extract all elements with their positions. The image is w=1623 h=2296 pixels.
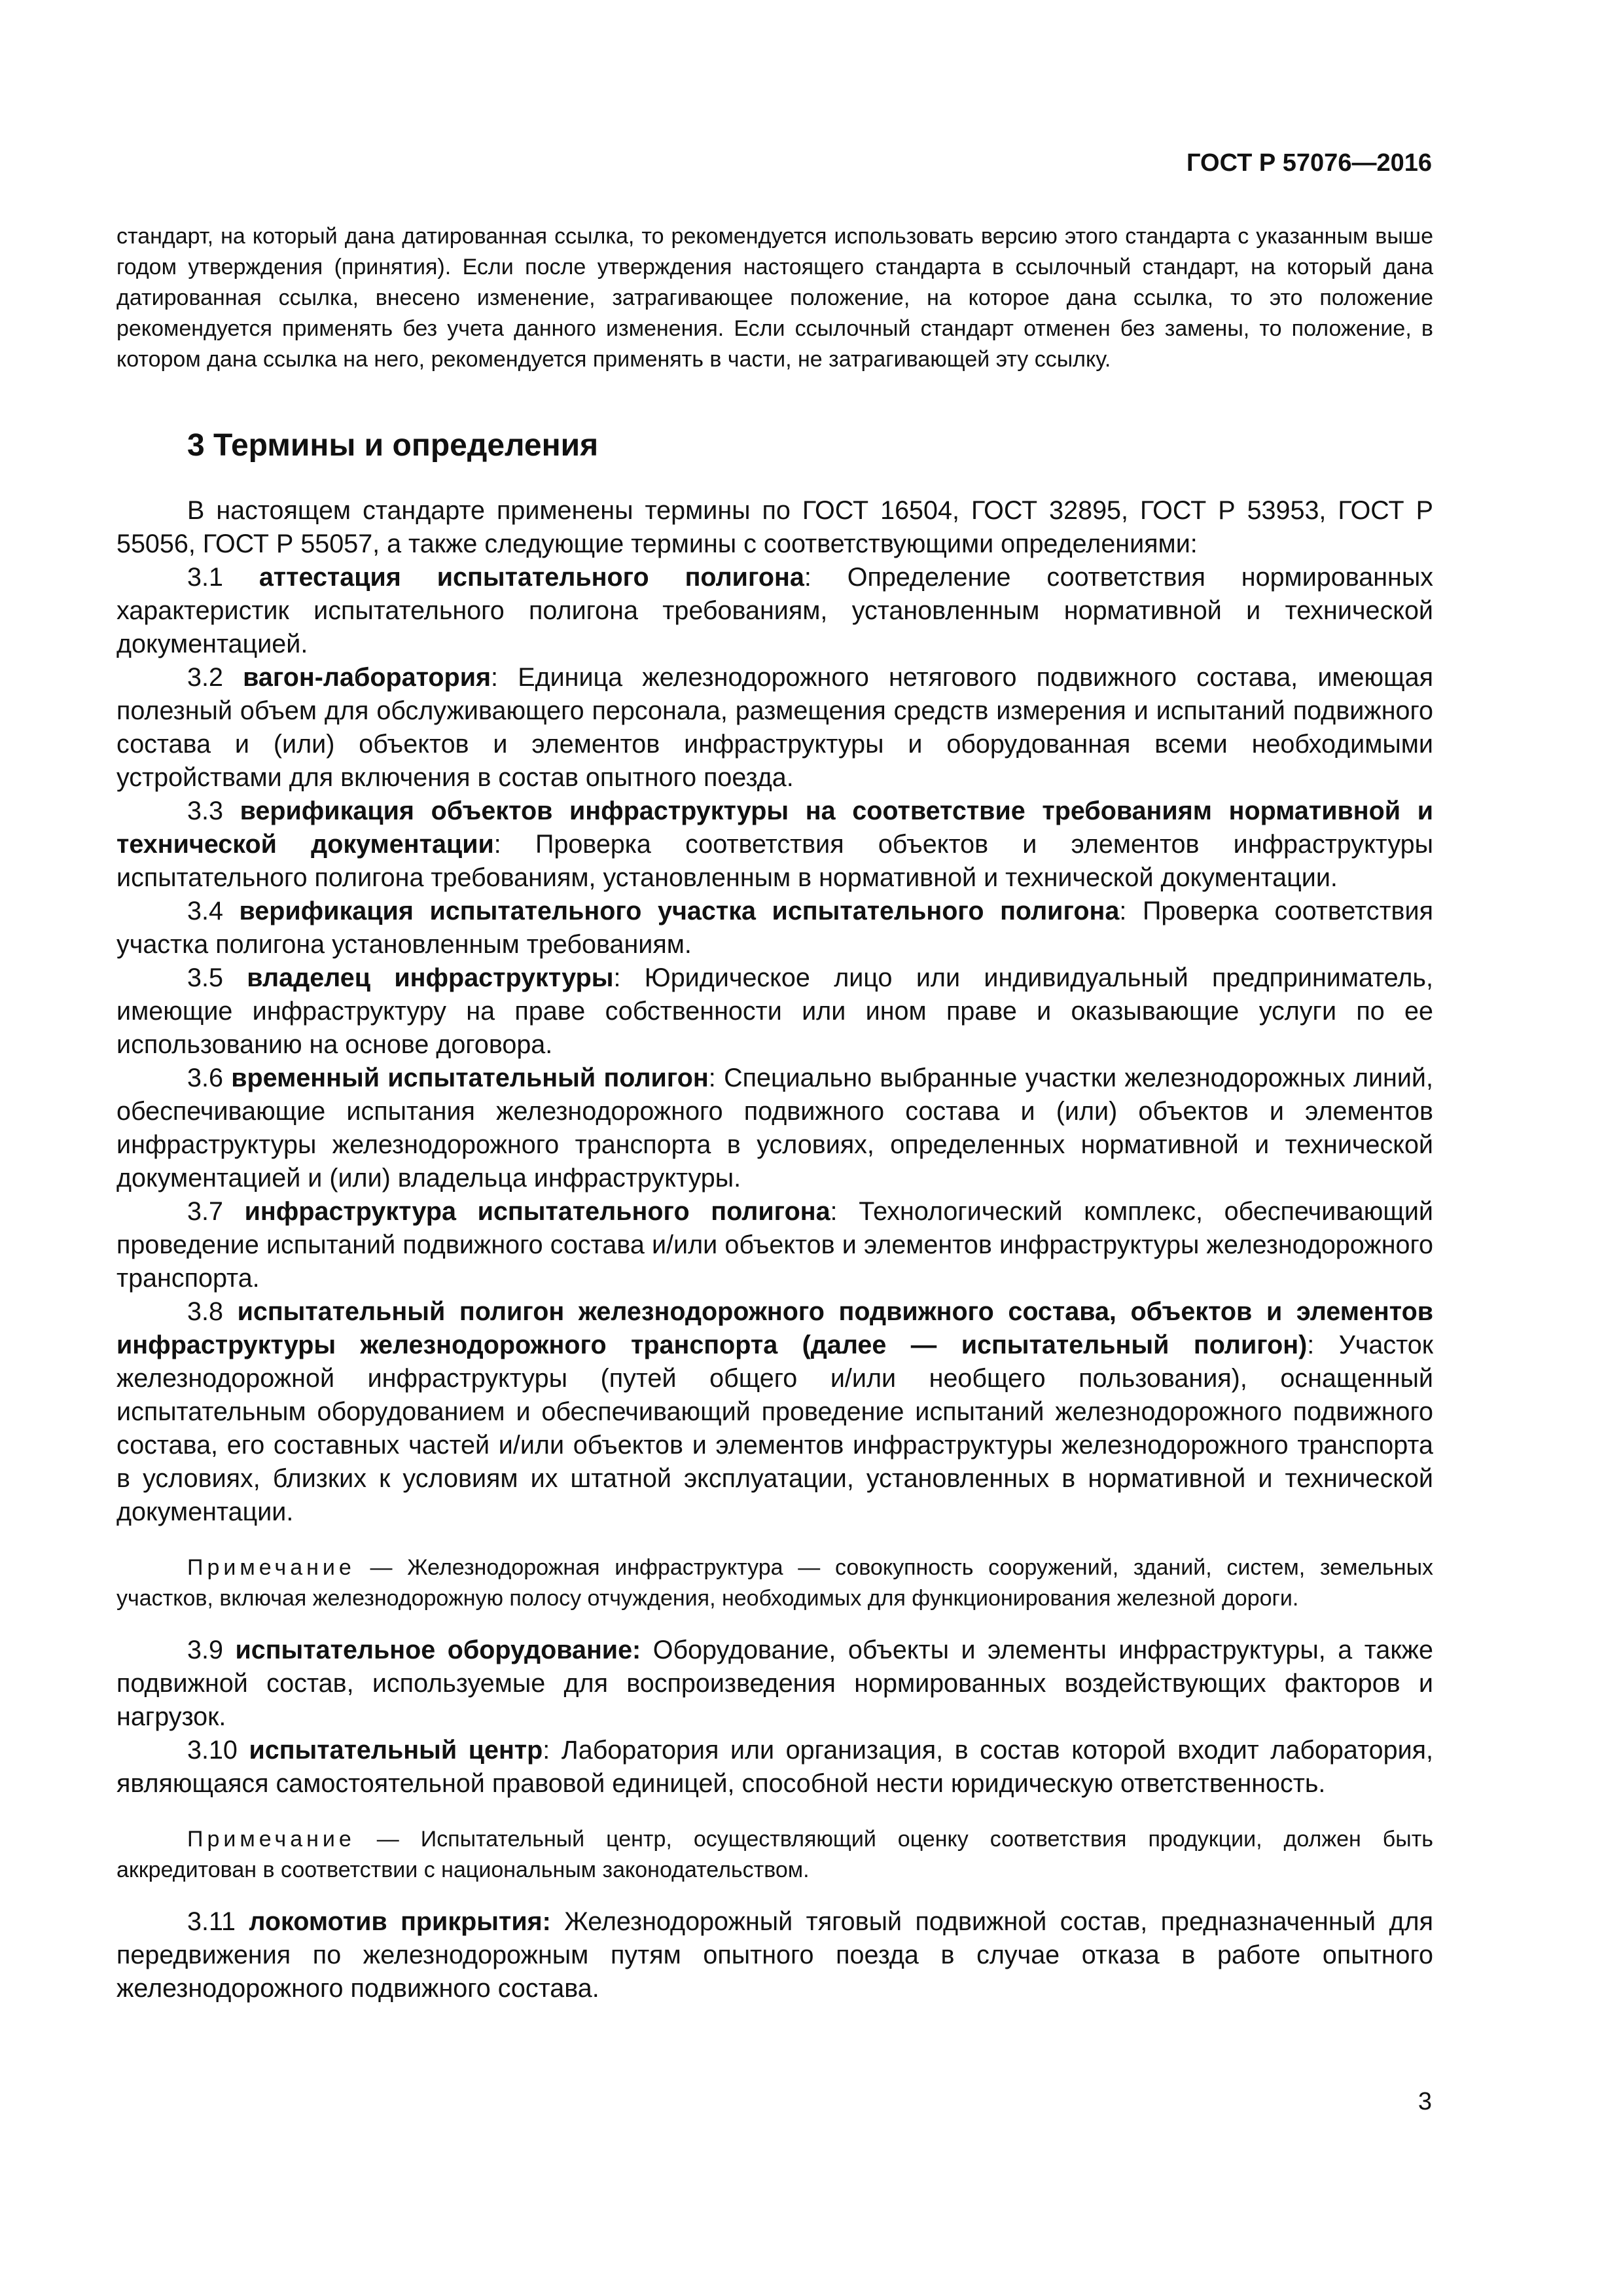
- page-content: [116, 221, 1433, 2005]
- term-3-4: 3.4 верификация испытательного участка испытательного полигона: Проверка соответствия участка полигона установленным требованиям.: [116, 897, 1433, 959]
- note-testing-center: Примечание — Испытательный центр, осуществляющий оценку соответствия продукции, должен быть аккредитован в соответствии с национальным законодательством.: [116, 1827, 1433, 1882]
- standard-id-header: ГОСТ Р 57076—2016: [1186, 149, 1432, 177]
- term-3-5: 3.5 владелец инфраструктуры: Юридическое лицо или индивидуальный предприниматель, имеющие инфраструктуру на праве собственности или ином праве и оказывающие услуги по ее использованию на основе договора.: [116, 963, 1433, 1059]
- term-3-9: 3.9 испытательное оборудование: Оборудование, объекты и элементы инфраструктуры, а также подвижной состав, используемые для воспроизведения нормированных воздействующих факторов и нагрузок.: [116, 1636, 1433, 1731]
- page-number: 3: [1418, 2088, 1432, 2115]
- term-3-2: 3.2 вагон-лаборатория: Единица железнодорожного нетягового подвижного состава, имеющая полезный объем для обслуживающего персонала, размещения средств измерения и испытаний подвижного состава и (или) объектов и элементов инфраструктуры и оборудованная всеми необходимыми устройствами для включения в состав опытного поезда.: [116, 663, 1434, 792]
- term-3-1: 3.1 аттестация испытательного полигона: Определение соответствия нормированных характеристик испытательного полигона требованиям, установленным нормативной и технической документацией.: [116, 563, 1433, 658]
- term-3-10: 3.10 испытательный центр: Лаборатория или организация, в состав которой входит лаборатория, являющаяся самостоятельной правовой единицей, способной нести юридическую ответственность.: [116, 1736, 1433, 1798]
- note-railway-infrastructure: Примечание — Железнодорожная инфраструктура — совокупность сооружений, зданий, систем, земельных участков, включая железнодорожную полосу отчуждения, необходимых для функционирования железной дороги.: [116, 1555, 1433, 1611]
- term-3-6: 3.6 временный испытательный полигон: Специально выбранные участки железнодорожных линий, обеспечивающие испытания железнодорожного подвижного состава и (или) объектов и элементов инфраструктуры железнодорожного транспорта в условиях, определенных нормативной и технической документацией и (или) владельца инфраструктуры.: [116, 1064, 1433, 1193]
- intro-paragraph: стандарт, на который дана датированная ссылка, то рекомендуется использовать версию этого стандарта с указанным выше годом утверждения (принятия). Если после утверждения настоящего стандарта в ссылочный стандарт, на который дана датированная ссылка, внесено изменение, затрагивающее положение, на которое дана ссылка, то это положение рекомендуется применять без учета данного изменения. Если ссылочный стандарт отменен без замены, то положение, в котором дана ссылка на него, рекомендуется применять в части, не затрагивающей эту ссылку.: [116, 224, 1433, 372]
- term-3-3: 3.3 верификация объектов инфраструктуры на соответствие требованиям нормативной и технической документации: Проверка соответствия объектов и элементов инфраструктуры испытательного полигона требованиям, установленным в нормативной и технической документации.: [116, 797, 1434, 892]
- section-lead: В настоящем стандарте применены термины по ГОСТ 16504, ГОСТ 32895, ГОСТ Р 53953, ГОСТ Р 55056, ГОСТ Р 55057, а также следующие термины с соответствующими определениями:: [116, 496, 1433, 558]
- term-3-11: 3.11 локомотив прикрытия: Железнодорожный тяговый подвижной состав, предназначенный для передвижения по железнодорожным путям опытного поезда в случае отказа в работе опытного железнодорожного подвижного состава.: [116, 1907, 1433, 2003]
- term-3-8: 3.8 испытательный полигон железнодорожного подвижного состава, объектов и элементов инфраструктуры железнодорожного транспорта (далее — испытательный полигон): Участок железнодорожной инфраструктуры (путей общего и/или необщего пользования), оснащенный испытательным оборудованием и обеспечивающий проведение испытаний железнодорожного подвижного состава, его составных частей и/или объектов и элементов инфраструктуры железнодорожного транспорта в условиях, близких к условиям их штатной эксплуатации, установленных в нормативной и технической документации.: [116, 1297, 1433, 1526]
- term-3-7: 3.7 инфраструктура испытательного полигона: Технологический комплекс, обеспечивающий проведение испытаний подвижного состава и/или объектов и элементов инфраструктуры железнодорожного транспорта.: [116, 1197, 1433, 1293]
- section-title: 3 Термины и определения: [187, 428, 599, 463]
